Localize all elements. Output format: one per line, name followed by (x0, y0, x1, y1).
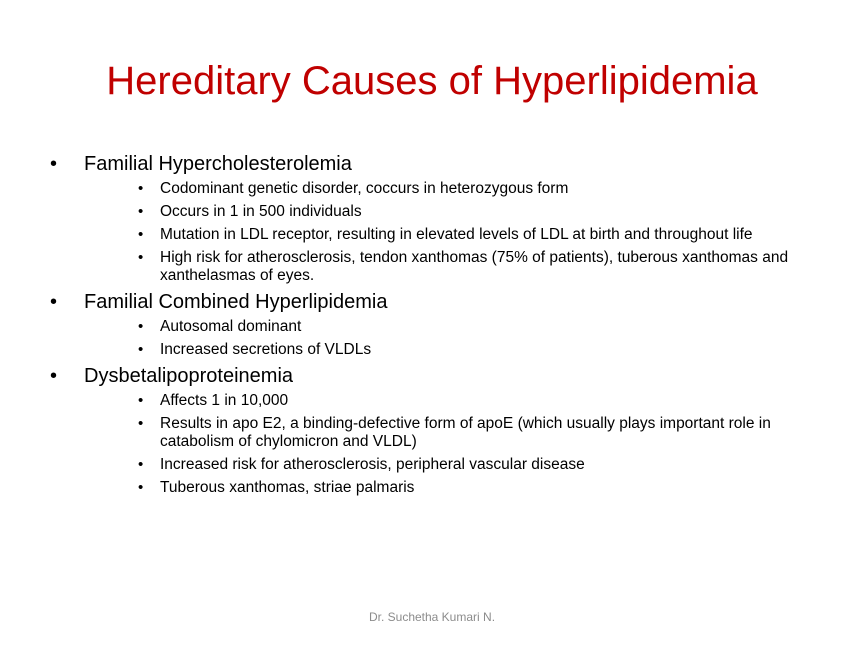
bullet-icon: • (138, 249, 144, 266)
list-item (84, 180, 820, 198)
list-item (84, 226, 820, 244)
section-heading: Familial Combined Hyperlipidemia (84, 291, 388, 313)
bullet-icon: • (138, 203, 144, 220)
list-item-text: Affects 1 in 10,000 (160, 392, 289, 409)
list-item-text: Autosomal dominant (160, 318, 302, 335)
list-item (84, 318, 820, 336)
list-item (84, 456, 820, 474)
list-item-text: Increased secretions of VLDLs (160, 341, 372, 358)
sub-list (84, 318, 820, 359)
list-item-text: Increased risk for atherosclerosis, peripheral vascular disease (160, 456, 585, 473)
bullet-icon: • (138, 341, 144, 358)
list-item-text: High risk for atherosclerosis, tendon xanthomas (75% of patients), tuberous xanthomas and xanthelasmas of eyes. (160, 249, 789, 284)
slide-title: Hereditary Causes of Hyperlipidemia (106, 59, 758, 103)
list-item (84, 341, 820, 359)
bullet-icon: • (138, 456, 144, 473)
bullet-icon: • (138, 318, 144, 335)
footer-author: Dr. Suchetha Kumari N. (368, 610, 496, 624)
section-item (50, 290, 820, 359)
sub-list (84, 180, 820, 285)
bullet-icon: • (138, 415, 144, 432)
list-item-text: Results in apo E2, a binding-defective form of apoE (which usually plays important role in catabolism of chylomicron and VLDL) (160, 415, 771, 450)
list-item (84, 479, 820, 497)
list-item (84, 392, 820, 410)
list-item (84, 415, 820, 451)
sub-list (84, 392, 820, 497)
list-item (84, 249, 820, 285)
section-heading: Dysbetalipoproteinemia (84, 365, 294, 387)
section-item (50, 152, 820, 285)
list-item (84, 203, 820, 221)
bullet-icon: • (138, 180, 144, 197)
bullet-icon: • (50, 365, 58, 387)
list-item-text: Occurs in 1 in 500 individuals (160, 203, 362, 220)
bullet-list (50, 152, 820, 502)
list-item-text: Tuberous xanthomas, striae palmaris (160, 479, 415, 496)
bullet-icon: • (138, 392, 144, 409)
section-item (50, 364, 820, 497)
list-item-text: Codominant genetic disorder, coccurs in heterozygous form (160, 180, 569, 197)
bullet-icon: • (50, 153, 58, 175)
bullet-icon: • (50, 291, 58, 313)
bullet-icon: • (138, 226, 144, 243)
list-item-text: Mutation in LDL receptor, resulting in elevated levels of LDL at birth and throughout life (160, 226, 753, 243)
section-heading: Familial Hypercholesterolemia (84, 153, 352, 175)
bullet-icon: • (138, 479, 144, 496)
